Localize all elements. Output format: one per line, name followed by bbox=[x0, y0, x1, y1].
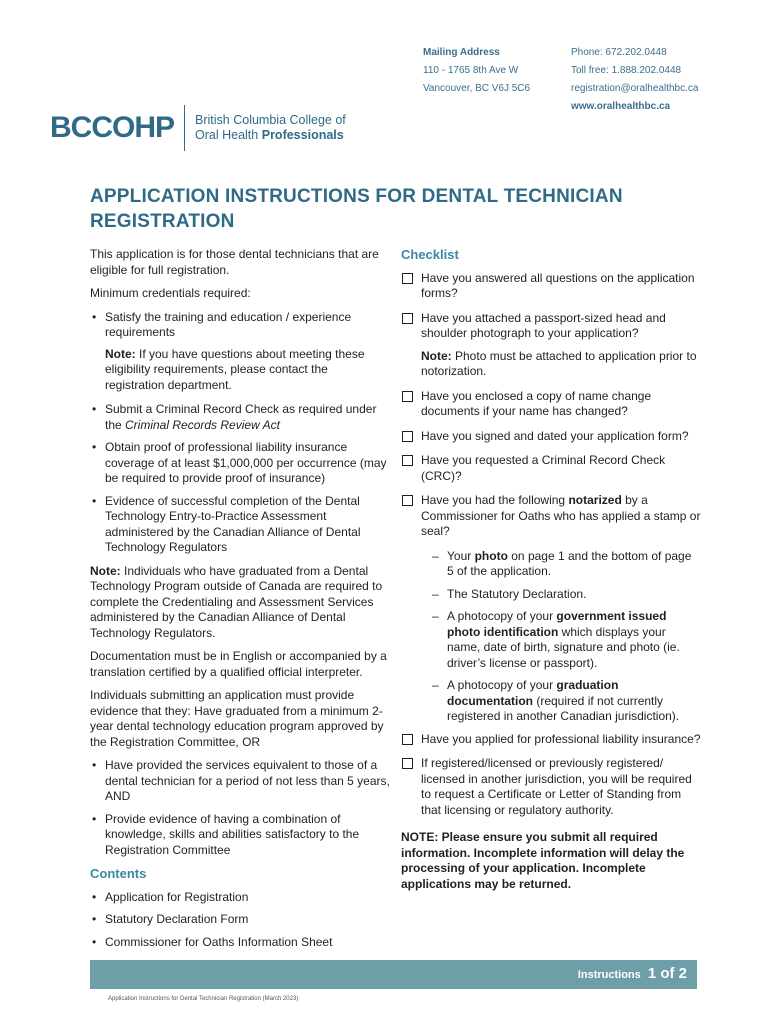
toll-free: Toll free: 1.888.202.0448 bbox=[571, 65, 682, 76]
checklist-item: Have you signed and dated your application form? bbox=[401, 429, 701, 445]
checkbox[interactable] bbox=[402, 391, 413, 402]
eligibility-note: Note: If you have questions about meeting these eligibility requirements, please contact the registration department. bbox=[105, 346, 365, 392]
checkbox[interactable] bbox=[402, 758, 413, 769]
footer-note: Application Instructions for Dental Technician Registration (March 2023) bbox=[108, 996, 299, 1002]
left-column bbox=[90, 247, 390, 958]
list-item: • Statutory Declaration Form bbox=[90, 912, 390, 928]
checklist-item: Have you attached a passport-sized head and shoulder photograph to your application? Note: Photo must be attached to application prior to notorization. bbox=[401, 311, 701, 380]
logo-text bbox=[195, 113, 346, 143]
page-title: APPLICATION INSTRUCTIONS FOR DENTAL TECHNICIAN REGISTRATION bbox=[90, 186, 623, 232]
logo-line-2a: Oral Health bbox=[195, 128, 259, 142]
sub-item: – A photocopy of your government issued photo identification which displays your name, date of birth, signature and photo (ie. driver’s license or passport). bbox=[432, 609, 680, 670]
list-item: • Evidence of successful completion of the Dental Technology Entry-to-Practice Assessment administered by the Canadian Alliance of Dental Technology Regulators bbox=[90, 494, 390, 556]
list-item: • Satisfy the training and education / experience requirements bbox=[90, 310, 390, 341]
page-number: 1 of 2 bbox=[647, 965, 687, 982]
english-note: Documentation must be in English or accompanied by a translation certified by a qualified official interpreter. bbox=[90, 649, 387, 679]
bccohp-logo bbox=[50, 104, 346, 152]
sub-item: – The Statutory Declaration. bbox=[432, 586, 587, 601]
footer-bar bbox=[90, 960, 697, 989]
photo-note: Note: Photo must be attached to application prior to notorization. bbox=[421, 348, 697, 378]
checkbox[interactable] bbox=[402, 734, 413, 745]
checkbox[interactable] bbox=[402, 455, 413, 466]
evidence-list bbox=[90, 758, 390, 858]
logo-line-2b: Professionals bbox=[261, 128, 344, 142]
list-item: • Obtain proof of professional liability insurance coverage of at least $1,000,000 per occurrence (may be required to provide proof of insurance) bbox=[90, 440, 390, 487]
logo-mark: BCCOHP bbox=[50, 111, 175, 144]
credentials-list-2 bbox=[90, 402, 390, 556]
checkbox[interactable] bbox=[402, 273, 413, 284]
checklist-item: Have you requested a Criminal Record Check (CRC)? bbox=[401, 453, 701, 484]
international-note: Note: Individuals who have graduated from a Dental Technology Program outside of Canada are required to complete the Credentialing and Assessment Services administered by the Canadian Alliance of Dental Technology Regulators. bbox=[90, 563, 383, 640]
checkbox[interactable] bbox=[402, 431, 413, 442]
website-link[interactable]: www.oralhealthbc.ca bbox=[571, 101, 671, 112]
sub-item: – Your photo on page 1 and the bottom of page 5 of the application. bbox=[432, 548, 692, 578]
list-item: • Provide evidence of having a combination of knowledge, skills and abilities satisfactory to the Registration Committee bbox=[90, 812, 390, 859]
address-line-1: 110 - 1765 8th Ave W bbox=[423, 65, 519, 76]
logo-line-1: British Columbia College of bbox=[195, 113, 346, 127]
list-item: • Have provided the services equivalent to those of a dental technician for a period of not less than 5 years, AND bbox=[90, 758, 390, 805]
page-indicator bbox=[578, 965, 687, 982]
mailing-address-label: Mailing Address bbox=[423, 47, 500, 58]
checklist-item: Have you enclosed a copy of name change documents if your name has changed? bbox=[401, 389, 701, 420]
checklist-heading: Checklist bbox=[401, 247, 459, 262]
checklist-column bbox=[401, 247, 701, 892]
list-item: • Commissioner for Oaths Information Sheet bbox=[90, 935, 390, 951]
logo-divider bbox=[184, 105, 185, 151]
intro-text: This application is for those dental technicians that are eligible for full registration. bbox=[90, 247, 379, 277]
checkbox[interactable] bbox=[402, 495, 413, 506]
contact-info bbox=[571, 44, 698, 116]
final-note: NOTE: Please ensure you submit all required information. Incomplete information will delay the processing of your application. Incomplete applications may be returned. bbox=[401, 830, 685, 891]
list-item: • Submit a Criminal Record Check as required under the Criminal Records Review Act bbox=[90, 402, 390, 433]
contents-list bbox=[90, 890, 390, 951]
evidence-text: Individuals submitting an application must provide evidence that they: Have graduated from a minimum 2-year dental technology education program approved by the Registration Committee, OR bbox=[90, 688, 384, 749]
credentials-list bbox=[90, 310, 390, 341]
contents-heading: Contents bbox=[90, 866, 147, 881]
checkbox[interactable] bbox=[402, 313, 413, 324]
mailing-address bbox=[423, 44, 530, 98]
min-credentials-label: Minimum credentials required: bbox=[90, 286, 251, 300]
checklist-item: Have you answered all questions on the application forms? bbox=[401, 271, 701, 302]
list-item: • Application for Registration bbox=[90, 890, 390, 906]
phone: Phone: 672.202.0448 bbox=[571, 47, 667, 58]
sub-item: – A photocopy of your graduation documentation (required if not currently registered in another Canadian jurisdiction). bbox=[432, 678, 680, 723]
footer-label: Instructions bbox=[577, 969, 641, 981]
address-line-2: Vancouver, BC V6J 5C6 bbox=[423, 83, 531, 94]
checklist-item: If registered/licensed or previously registered/ licensed in another jurisdiction, you will be required to request a Certificate or Letter of Standing from that licensing or regulatory authority. bbox=[401, 756, 701, 818]
checklist-item: Have you applied for professional liability insurance? bbox=[401, 732, 701, 748]
email: registration@oralhealthbc.ca bbox=[571, 83, 699, 94]
checklist-item: Have you had the following notarized by a Commissioner for Oaths who has applied a stamp or seal? bbox=[401, 493, 701, 540]
